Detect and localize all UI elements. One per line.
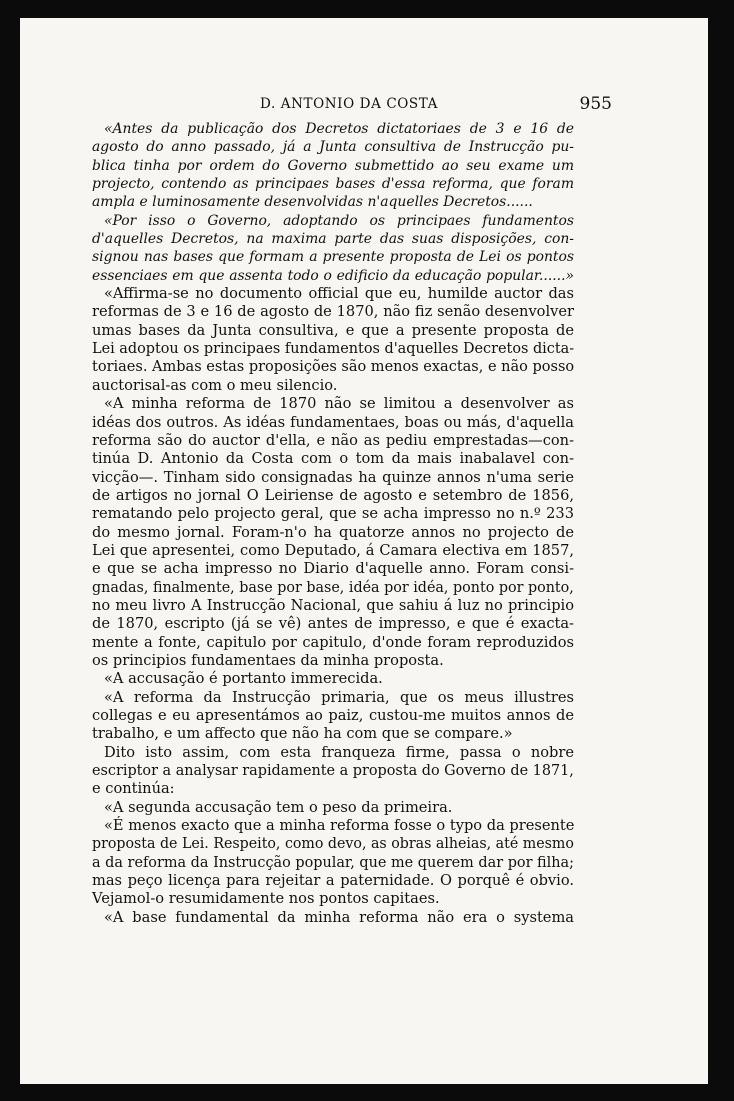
page-number: 955 <box>579 94 612 114</box>
text-line: idéas dos outros. As idéas fundamentaes, boas ou más, d'aquella <box>92 413 574 431</box>
text-line: vicção—. Tinham sido consignadas ha quinze annos n'uma serie <box>92 468 574 486</box>
text-line: Dito isto assim, com esta franqueza firme, passa o nobre <box>104 743 574 761</box>
text-line: mas peço licença para rejeitar a paternidade. O porquê é obvio. <box>92 872 574 890</box>
text-line: e continúa: <box>92 780 175 798</box>
text-line: «Antes da publicação dos Decretos dictatoriaes de 3 e 16 de <box>104 121 574 137</box>
text-line: projecto, contendo as principaes bases d'essa reforma, que foram <box>92 176 574 193</box>
text-line: gnadas, finalmente, base por base, idéa por idéa, ponto por ponto, <box>92 578 574 596</box>
text-line: e que se acha impresso no Diario d'aquelle anno. Foram consi- <box>92 560 574 578</box>
text-line: reformas de 3 e 16 de agosto de 1870, não fiz senão desenvolver <box>92 303 574 321</box>
text-line: a da reforma da Instrucção popular, que me querem dar por filha; <box>92 853 574 871</box>
text-line: essenciaes em que assenta todo o edificio da educação popular......» <box>92 267 574 284</box>
text-line: Lei que apresentei, como Deputado, á Camara electiva em 1857, <box>92 541 574 559</box>
text-line: d'aquelles Decretos, na maxima parte das suas disposições, con- <box>92 231 574 248</box>
text-line: «Affirma-se no documento official que eu, humilde auctor das <box>104 285 574 303</box>
text-line: «A accusação é portanto immerecida. <box>104 670 383 688</box>
text-line: «A minha reforma de 1870 não se limitou a desenvolver as <box>104 395 574 413</box>
body-text <box>92 120 574 927</box>
text-line: do mesmo jornal. Foram-n'o ha quatorze annos no projecto de <box>92 523 574 541</box>
text-line: blica tinha por ordem do Governo submettido ao seu exame um <box>92 157 574 174</box>
running-title: D. ANTONIO DA COSTA <box>260 96 438 112</box>
text-line: toriaes. Ambas estas proposições são menos exactas, e não posso <box>92 358 575 376</box>
text-line: umas bases da Junta consultiva, e que a presente proposta de <box>92 321 574 339</box>
text-line: Lei adoptou os principaes fundamentos d'aquelles Decretos dicta- <box>92 340 575 358</box>
text-line: de 1870, escripto (já se vê) antes de impresso, e que é exacta- <box>92 615 574 633</box>
text-line: «Por isso o Governo, adoptando os principaes fundamentos <box>104 212 574 229</box>
text-line: «A base fundamental da minha reforma não era o systema <box>104 908 574 926</box>
text-line: tinúa D. Antonio da Costa com o tom da mais inabalavel con- <box>92 450 574 468</box>
page-header <box>260 94 612 118</box>
text-line: de artigos no jornal O Leiriense de agosto e setembro de 1856, <box>92 486 574 504</box>
text-line: trabalho, e um affecto que não ha com que se compare.» <box>92 725 513 743</box>
text-line: rematando pelo projecto geral, que se acha impresso no n.º 233 <box>92 505 574 523</box>
text-line: Vejamol-o resumidamente nos pontos capitaes. <box>92 890 440 908</box>
text-line: ampla e luminosamente desenvolvidas n'aquelles Decretos...... <box>92 194 533 211</box>
text-line: auctorisal-as com o meu silencio. <box>92 376 338 394</box>
text-line: collegas e eu apresentámos ao paiz, custou-me muitos annos de <box>92 707 574 724</box>
text-line: proposta de Lei. Respeito, como devo, as obras alheias, até mesmo <box>92 835 574 853</box>
text-line: agosto do anno passado, já a Junta consultiva de Instrucção pu- <box>92 139 574 156</box>
text-line: «A segunda accusação tem o peso da primeira. <box>104 798 453 816</box>
text-line: no meu livro A Instrucção Nacional, que sahiu á luz no principio <box>92 596 574 614</box>
text-line: escriptor a analysar rapidamente a proposta do Governo de 1871, <box>92 762 574 780</box>
text-line: signou nas bases que formam a presente proposta de Lei os pontos <box>92 249 574 266</box>
text-line: «É menos exacto que a minha reforma fosse o typo da presente <box>104 817 575 835</box>
text-line: reforma são do auctor d'ella, e não as pediu emprestadas—con- <box>92 431 574 449</box>
text-line: os principios fundamentaes da minha proposta. <box>92 651 444 669</box>
text-line: «A reforma da Instrucção primaria, que os meus illustres <box>104 688 574 706</box>
text-line: mente a fonte, capitulo por capitulo, d'onde foram reproduzidos <box>92 633 574 651</box>
